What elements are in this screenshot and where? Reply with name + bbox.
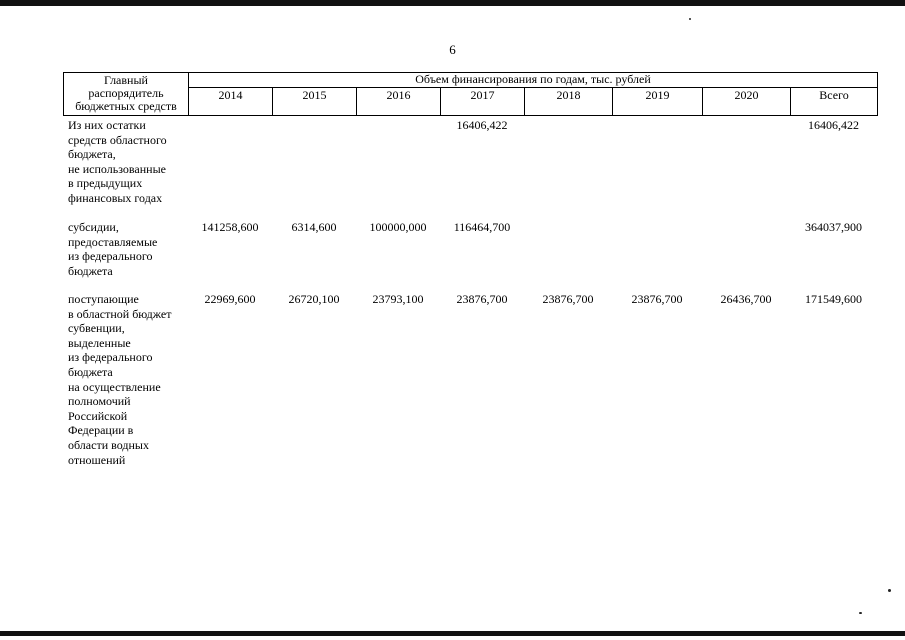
header-main-distributor xyxy=(64,73,189,116)
row-label-line: средств областного xyxy=(68,132,167,147)
header-funding-group: Объем финансирования по годам, тыс. рублей xyxy=(189,73,878,88)
row-label-line: поступающие xyxy=(68,292,139,306)
header-year-2019: 2019 xyxy=(613,88,703,116)
row-label-line: субвенции, xyxy=(68,321,125,336)
header-year-2014: 2014 xyxy=(189,88,273,116)
cell-2016: 100000,000 xyxy=(369,220,427,234)
scan-speck xyxy=(859,612,862,614)
cell-2014: 22969,600 xyxy=(204,292,256,306)
row-label-line: в предыдущих xyxy=(68,176,143,191)
row-label xyxy=(68,118,193,206)
row-label-line: отношений xyxy=(68,452,126,467)
header-main-line: распорядитель xyxy=(88,86,164,100)
cell-total: 171549,600 xyxy=(805,292,862,306)
scan-speck xyxy=(888,589,891,592)
row-label-line: Федерации в xyxy=(68,423,134,438)
row-label-line: из федерального xyxy=(68,350,153,365)
row-label xyxy=(68,220,193,278)
top-border-line xyxy=(0,0,905,6)
row-label-line: субсидии, xyxy=(68,220,119,234)
cell-2016: 23793,100 xyxy=(372,292,424,306)
cell-2015: 26720,100 xyxy=(288,292,340,306)
header-main-line: Главный xyxy=(104,73,148,87)
header-year-2015: 2015 xyxy=(273,88,357,116)
cell-2018: 23876,700 xyxy=(542,292,594,306)
row-label-line: из федерального xyxy=(68,249,153,264)
bottom-border-line xyxy=(0,631,905,636)
cell-2020: 26436,700 xyxy=(720,292,772,306)
row-label-line: на осуществление xyxy=(68,379,161,394)
row-label-line: выделенные xyxy=(68,335,131,350)
table-header xyxy=(63,72,878,116)
cell-2019: 23876,700 xyxy=(631,292,683,306)
header-year-2018: 2018 xyxy=(525,88,613,116)
cell-2014: 141258,600 xyxy=(201,220,259,234)
scan-speck xyxy=(689,18,691,20)
row-label-line: Из них остатки xyxy=(68,118,146,132)
cell-2015: 6314,600 xyxy=(291,220,337,234)
header-total: Всего xyxy=(791,88,878,116)
row-label-line: бюджета, xyxy=(68,147,116,162)
row-label-line: не использованные xyxy=(68,161,166,176)
row-label-line: в областной бюджет xyxy=(68,306,172,321)
row-label-line: бюджета xyxy=(68,263,113,278)
header-year-2017: 2017 xyxy=(441,88,525,116)
row-label-line: финансовых годах xyxy=(68,190,163,205)
cell-2017: 23876,700 xyxy=(456,292,508,306)
row-label xyxy=(68,292,193,467)
header-year-2016: 2016 xyxy=(357,88,441,116)
cell-2017: 16406,422 xyxy=(456,118,508,132)
row-label-line: Российской xyxy=(68,408,128,423)
row-label-line: области водных xyxy=(68,437,149,452)
row-label-line: бюджета xyxy=(68,364,113,379)
cell-2017: 116464,700 xyxy=(453,220,511,234)
cell-total: 16406,422 xyxy=(808,118,859,132)
row-label-line: полномочий xyxy=(68,394,131,409)
header-year-2020: 2020 xyxy=(703,88,791,116)
page-number: 6 xyxy=(449,42,456,57)
header-main-line: бюджетных средств xyxy=(75,99,177,113)
row-label-line: предоставляемые xyxy=(68,234,158,249)
cell-total: 364037,900 xyxy=(805,220,862,234)
